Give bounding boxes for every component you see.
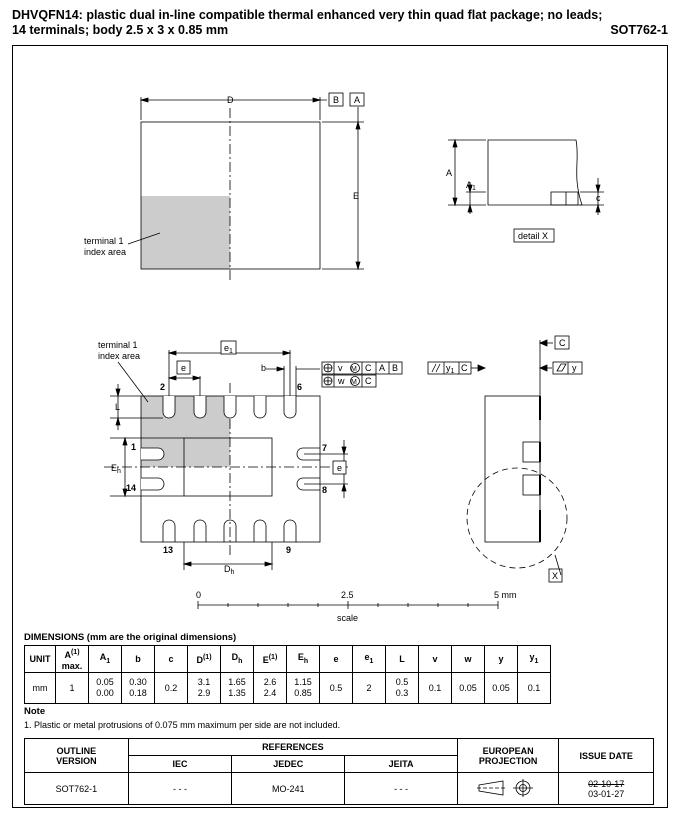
col-base: c <box>168 653 174 664</box>
value-cell <box>122 673 155 704</box>
col-base: E <box>262 655 269 665</box>
value-max: 0.30 <box>129 677 147 687</box>
bottom-terminal1-label: terminal 1 <box>98 340 138 350</box>
value-nom: 2 <box>366 682 372 693</box>
col-base: A <box>99 651 107 662</box>
col-base: w <box>464 653 472 664</box>
col-base: D <box>196 655 203 665</box>
dim-e1-label: $e_1$ <box>224 343 233 355</box>
proj-l2: PROJECTION <box>478 755 538 766</box>
issue-date-values <box>559 773 654 805</box>
col-header <box>353 646 386 673</box>
col-base: b <box>135 653 141 664</box>
tol-b-label: B <box>392 363 399 373</box>
dim-eh-label: $E_h$ <box>111 463 121 475</box>
value-nom: 0.05 <box>492 682 510 693</box>
col-sub: 1 <box>534 657 539 665</box>
tol-w-label: w <box>338 376 345 386</box>
dim-b-label: b <box>261 363 267 373</box>
value-cell <box>320 673 353 704</box>
scale-2-5: 2.5 <box>341 590 354 600</box>
col-sup: (1) <box>268 654 278 661</box>
value-nom: 0.1 <box>428 682 442 693</box>
col-header <box>122 646 155 673</box>
unit-header-text: UNIT <box>29 653 51 664</box>
col-header <box>287 646 320 673</box>
value-nom: 0.5 <box>329 682 343 693</box>
dimensions-title: DIMENSIONS (mm are the original dimensions) <box>24 632 237 643</box>
tol-y1-label: $y_1$ <box>446 363 455 375</box>
pin-2-label: 2 <box>160 382 166 392</box>
col-header <box>188 646 221 673</box>
title-line-2: 14 terminals; body 2.5 x 3 x 0.85 mm <box>12 23 229 37</box>
dim-l-label: L <box>115 402 121 412</box>
tol-a-label: A <box>379 363 386 373</box>
col-header <box>89 646 122 673</box>
dim-e-right-label: e <box>337 463 343 473</box>
outline-l2: VERSION <box>56 755 97 766</box>
dimensions-table <box>24 645 551 704</box>
iec-value: - - - <box>128 773 232 805</box>
value-max: 1.65 <box>228 677 246 687</box>
col-header <box>452 646 485 673</box>
value-nom: 0.1 <box>527 682 541 693</box>
value-cell <box>254 673 287 704</box>
detail-x-label: detail X <box>518 231 549 241</box>
value-max: 0.05 <box>96 677 114 687</box>
tol-m2-label: M <box>351 379 357 386</box>
references-header: REFERENCES <box>128 739 457 756</box>
dim-e-label: E <box>353 191 360 201</box>
col-header <box>221 646 254 673</box>
col-base: E <box>297 651 304 662</box>
top-view <box>84 93 364 280</box>
value-max: 3.1 <box>197 677 211 687</box>
value-cell <box>287 673 320 704</box>
projection-header <box>457 739 558 773</box>
title-line-1: DHVQFN14: plastic dual in-line compatible thermal enhanced very thin quad flat package; no leads; <box>12 8 603 22</box>
unit-value: mm <box>25 673 56 704</box>
value-min: 0.00 <box>96 688 114 698</box>
bottom-view <box>98 340 402 576</box>
pin-8-label: 8 <box>322 485 328 495</box>
tol-c1-label: C <box>365 363 372 373</box>
value-cell <box>155 673 188 704</box>
terminal1-label: terminal 1 <box>84 236 124 246</box>
col-base: e <box>333 653 339 664</box>
value-min: 0.18 <box>129 688 147 698</box>
col-header <box>518 646 551 673</box>
col-base: v <box>432 653 438 664</box>
a-value: 1 <box>56 673 89 704</box>
projection-symbol <box>457 773 558 805</box>
tol-y1-ref-label: C <box>461 363 468 373</box>
detail-x-circle <box>467 468 567 568</box>
col-sub: 1 <box>106 657 111 665</box>
pin-14-label: 14 <box>126 483 137 493</box>
note-heading: Note <box>24 706 46 717</box>
value-cell <box>485 673 518 704</box>
col-header <box>320 646 353 673</box>
datum-b-label: B <box>333 95 340 105</box>
col-header <box>419 646 452 673</box>
col-header <box>485 646 518 673</box>
value-nom: 0.2 <box>164 682 178 693</box>
value-nom: 0.05 <box>459 682 477 693</box>
dimensions-value-row <box>25 673 551 704</box>
side-view <box>428 336 582 582</box>
detail-a-label: A <box>446 168 453 178</box>
value-cell <box>452 673 485 704</box>
value-min: 1.35 <box>228 688 246 698</box>
value-max: 0.5 <box>395 677 409 687</box>
tol-c2-label: C <box>365 376 372 386</box>
value-min: 0.3 <box>395 688 409 698</box>
side-view-body <box>485 396 540 542</box>
projection-icon <box>475 778 541 798</box>
scale-5: 5 mm <box>494 590 517 600</box>
tol-m1-label: M <box>351 366 357 373</box>
value-cell <box>518 673 551 704</box>
bottom-index-area-label: index area <box>98 351 141 361</box>
col-header <box>155 646 188 673</box>
unit-header <box>25 646 56 673</box>
col-base: D <box>231 651 239 662</box>
pin-7-label: 7 <box>322 443 328 453</box>
col-header <box>254 646 287 673</box>
value-max: 2.6 <box>263 677 277 687</box>
side-x-label: X <box>552 571 559 581</box>
date-old: 02-10-17 <box>588 778 625 789</box>
value-cell <box>89 673 122 704</box>
col-base: y <box>529 651 535 662</box>
datum-a-label: A <box>354 95 361 105</box>
value-cell <box>188 673 221 704</box>
col-sup: (1) <box>202 654 212 661</box>
dim-e-top-label: e <box>181 363 187 373</box>
col-header <box>386 646 419 673</box>
dim-dh-label: $D_h$ <box>224 564 235 576</box>
package-code: SOT762-1 <box>610 23 668 37</box>
a-header-base: A <box>64 649 71 660</box>
note-text: 1. Plastic or metal protrusions of 0.075 mm maximum per side are not included. <box>24 720 341 730</box>
value-min: 2.4 <box>263 688 277 698</box>
pin-13-label: 13 <box>163 545 174 555</box>
scale-bar <box>196 590 517 623</box>
col-base: y <box>498 653 504 664</box>
outline-l1: OUTLINE <box>56 745 97 756</box>
detail-view <box>446 140 604 242</box>
proj-l1: EUROPEAN <box>482 745 534 756</box>
pin-1-label: 1 <box>131 442 137 452</box>
detail-a1-label: $A_1$ <box>466 180 476 192</box>
pin-9-label: 9 <box>286 545 292 555</box>
pin-6-label: 6 <box>297 382 303 392</box>
jeita-header: JEITA <box>345 756 458 773</box>
index-area-label: index area <box>84 247 127 257</box>
value-cell <box>419 673 452 704</box>
jeita-value: - - - <box>345 773 458 805</box>
detail-c-label: c <box>596 193 601 203</box>
value-cell <box>386 673 419 704</box>
scale-label: scale <box>337 613 359 623</box>
scale-0: 0 <box>196 590 202 600</box>
col-base: L <box>399 653 405 664</box>
index-area-shade <box>141 196 230 269</box>
date-new: 03-01-27 <box>588 788 625 799</box>
value-min: 0.85 <box>294 688 312 698</box>
a-header <box>56 646 89 673</box>
iec-header: IEC <box>128 756 232 773</box>
a-header-sup: (1) <box>70 648 80 656</box>
datum-c-label: C <box>559 338 566 348</box>
jedec-header: JEDEC <box>232 756 345 773</box>
tol-y-label: y <box>572 363 577 373</box>
col-base: e <box>364 651 370 662</box>
tol-v-label: v <box>338 363 343 373</box>
col-sub: h <box>238 657 243 665</box>
col-sub: 1 <box>369 657 374 665</box>
value-min: 2.9 <box>197 688 211 698</box>
jedec-value: MO-241 <box>232 773 345 805</box>
issue-date-header: ISSUE DATE <box>559 739 654 773</box>
references-table <box>24 738 654 805</box>
dim-d-label: D <box>227 95 234 105</box>
value-cell <box>221 673 254 704</box>
version-value: SOT762-1 <box>25 773 129 805</box>
value-max: 1.15 <box>294 677 312 687</box>
dimensions-header-row <box>25 646 551 673</box>
outline-version-header <box>25 739 129 773</box>
a-header-max: max. <box>61 660 83 671</box>
col-sub: h <box>303 657 309 665</box>
value-cell <box>353 673 386 704</box>
